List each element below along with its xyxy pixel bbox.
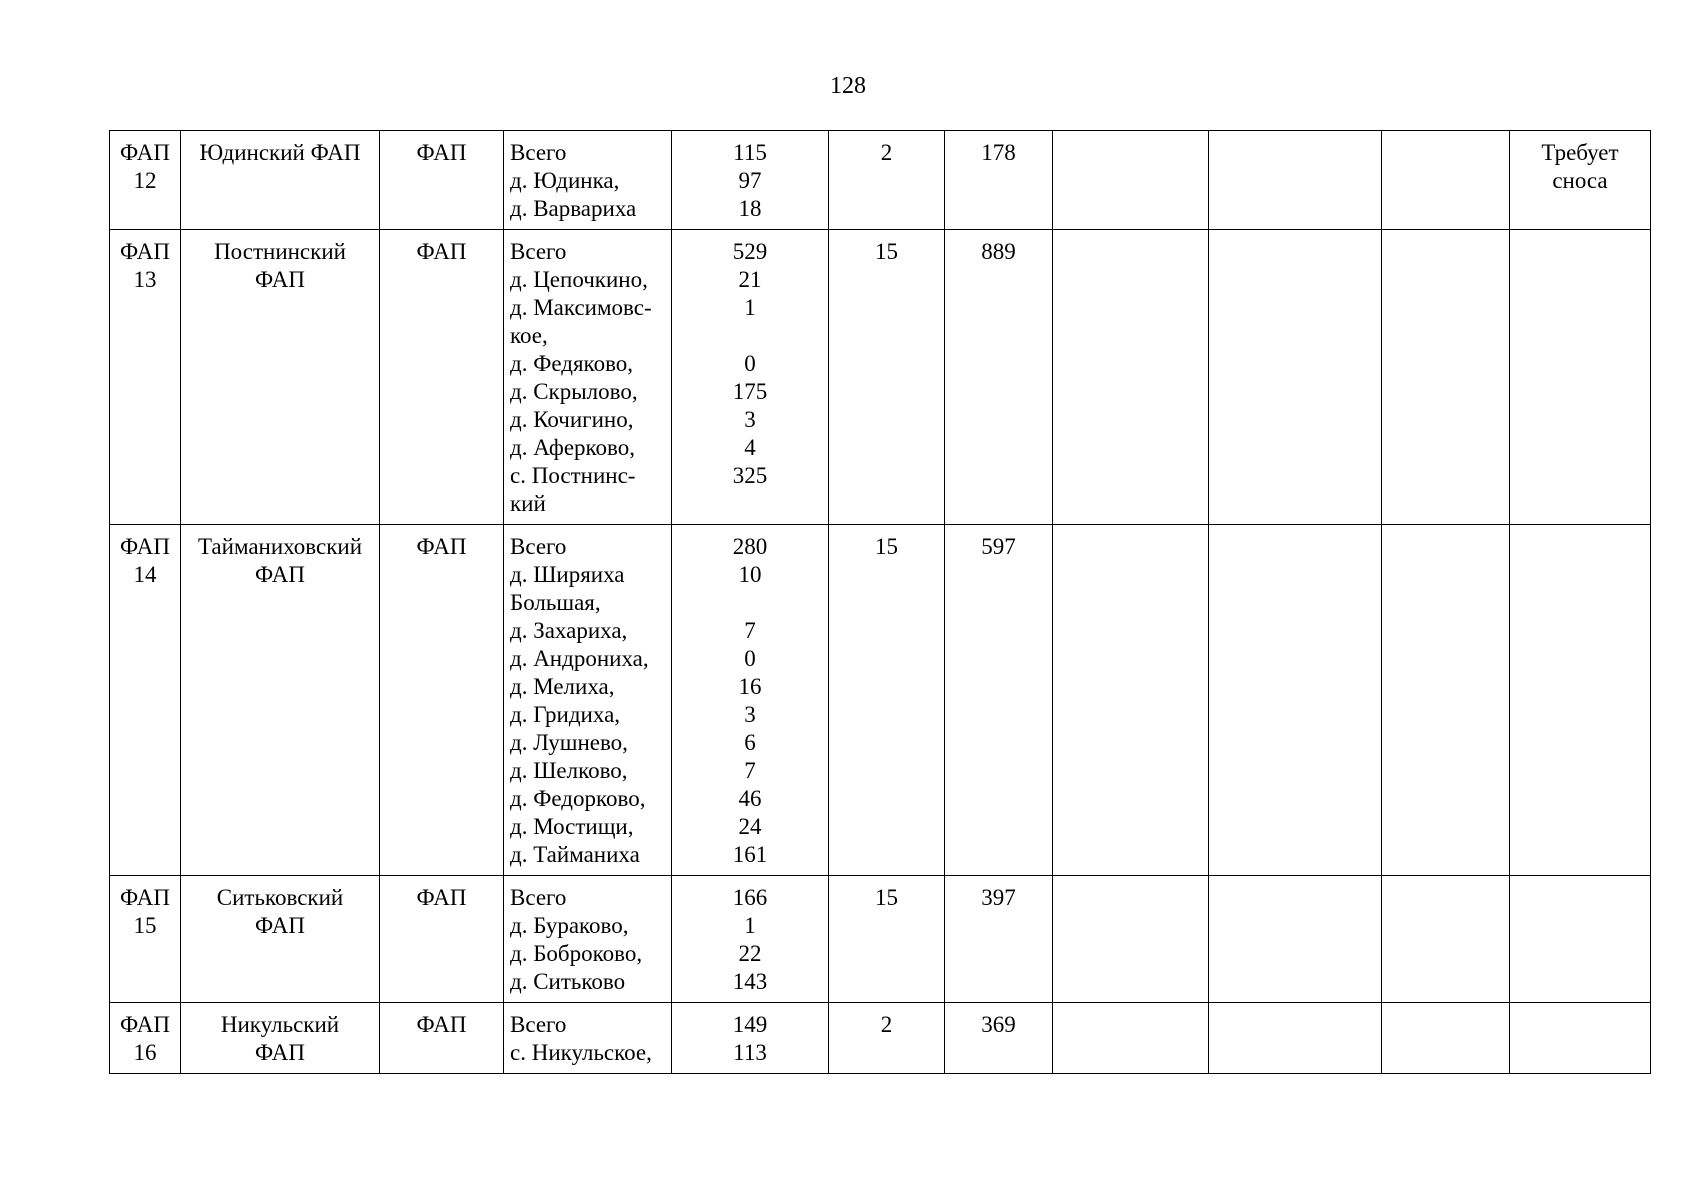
facility-code-cell (110, 131, 181, 230)
facility-name-cell (181, 1003, 380, 1074)
value-cell-7: 397 (945, 876, 1053, 1003)
facility-code-cell (110, 876, 181, 1003)
population-cell-line: 161 (732, 842, 768, 867)
population-cell-line: 21 (738, 267, 762, 292)
note-cell (1510, 1003, 1651, 1074)
note-cell-line: Требует (1541, 140, 1619, 165)
places-cell-line: с. Постнинс- (510, 463, 636, 488)
places-cell-line: д. Лушнево, (510, 730, 628, 755)
facility-code-cell-line: 14 (133, 562, 157, 587)
places-cell-line: кий (510, 491, 546, 516)
facility-name-cell (181, 876, 380, 1003)
population-cell-line (677, 490, 823, 518)
population-cell-line: 18 (738, 196, 762, 221)
places-cell-line: д. Тайманиха (510, 842, 640, 867)
table-row (110, 1003, 1651, 1074)
population-cell (672, 525, 829, 876)
places-cell-line: д. Бураково, (510, 913, 629, 938)
facilities-table (109, 130, 1651, 1074)
places-cell-line: Всего (510, 534, 567, 559)
empty-cell-10 (1382, 525, 1510, 876)
population-cell-line: 7 (744, 758, 756, 783)
empty-cell-9 (1209, 525, 1382, 876)
note-cell (1510, 525, 1651, 876)
note-cell (1510, 131, 1651, 230)
value-cell-7: 369 (945, 1003, 1053, 1074)
places-cell (504, 131, 672, 230)
page-number: 128 (830, 73, 866, 99)
facility-code-cell (110, 230, 181, 525)
population-cell-line: 24 (738, 814, 762, 839)
population-cell-line: 4 (744, 435, 756, 460)
population-cell-line: 166 (732, 885, 768, 910)
places-cell-line: д. Мелиха, (510, 674, 615, 699)
places-cell-line: с. Никульское, (510, 1040, 652, 1065)
places-cell-line: д. Андрониха, (510, 646, 649, 671)
empty-cell-8 (1053, 876, 1209, 1003)
table-row (110, 876, 1651, 1003)
population-cell-line: 175 (732, 379, 768, 404)
facility-name-cell (181, 525, 380, 876)
places-cell-line: д. Скрылово, (510, 379, 638, 404)
empty-cell-8 (1053, 230, 1209, 525)
population-cell-line: 10 (738, 562, 762, 587)
facility-type-cell: ФАП (380, 1003, 504, 1074)
population-cell-line: 46 (738, 786, 762, 811)
table-row (110, 525, 1651, 876)
note-cell-line: сноса (1552, 168, 1608, 193)
population-cell-line: 1 (744, 295, 756, 320)
empty-cell-10 (1382, 1003, 1510, 1074)
empty-cell-8 (1053, 131, 1209, 230)
places-cell-line: д. Ситьково (510, 969, 626, 994)
value-cell-6: 2 (829, 131, 945, 230)
facility-name-cell-line: Юдинский ФАП (199, 140, 361, 165)
facility-code-cell-line: ФАП (120, 1012, 170, 1037)
empty-cell-9 (1209, 131, 1382, 230)
facility-code-cell-line: 13 (133, 267, 157, 292)
population-cell-line: 3 (744, 702, 756, 727)
places-cell-line: д. Юдинка, (510, 168, 620, 193)
population-cell-line: 325 (732, 463, 768, 488)
empty-cell-9 (1209, 876, 1382, 1003)
places-cell-line: Всего (510, 885, 567, 910)
population-cell-line: 143 (732, 969, 768, 994)
value-cell-7: 889 (945, 230, 1053, 525)
population-cell (672, 1003, 829, 1074)
facility-type-cell: ФАП (380, 230, 504, 525)
places-cell-line: д. Боброково, (510, 941, 643, 966)
population-cell-line: 3 (744, 407, 756, 432)
places-cell-line: д. Захариха, (510, 618, 628, 643)
population-cell-line: 7 (744, 618, 756, 643)
places-cell-line: д. Аферково, (510, 435, 636, 460)
places-cell-line: Большая, (510, 590, 601, 615)
value-cell-6: 15 (829, 525, 945, 876)
population-cell (672, 230, 829, 525)
places-cell-line: д. Ширяиха (510, 562, 625, 587)
population-cell-line: 0 (744, 351, 756, 376)
places-cell-line: Всего (510, 239, 567, 264)
population-cell-line: 0 (744, 646, 756, 671)
places-cell-line: д. Мостищи, (510, 814, 634, 839)
facility-type-cell: ФАП (380, 131, 504, 230)
facility-name-cell-line: ФАП (255, 913, 305, 938)
empty-cell-8 (1053, 525, 1209, 876)
value-cell-7: 597 (945, 525, 1053, 876)
population-cell-line: 22 (738, 941, 762, 966)
facility-code-cell (110, 1003, 181, 1074)
places-cell-line: д. Шелково, (510, 758, 628, 783)
places-cell-line: д. Цепочкино, (510, 267, 648, 292)
facility-code-cell-line: 15 (133, 913, 157, 938)
places-cell-line: д. Варвариха (510, 196, 637, 221)
places-cell-line: д. Федорково, (510, 786, 646, 811)
population-cell-line: 1 (744, 913, 756, 938)
places-cell-line: Всего (510, 1012, 567, 1037)
value-cell-6: 2 (829, 1003, 945, 1074)
empty-cell-10 (1382, 876, 1510, 1003)
facility-name-cell (181, 131, 380, 230)
places-cell-line: д. Максимовс- (510, 295, 652, 320)
places-cell-line: д. Кочигино, (510, 407, 634, 432)
facility-code-cell-line: ФАП (120, 239, 170, 264)
facility-type-cell: ФАП (380, 525, 504, 876)
value-cell-6: 15 (829, 230, 945, 525)
empty-cell-9 (1209, 230, 1382, 525)
facility-code-cell-line: 16 (133, 1040, 157, 1065)
facility-code-cell-line: 12 (133, 168, 157, 193)
population-cell-line: 16 (738, 674, 762, 699)
places-cell-line: д. Федяково, (510, 351, 634, 376)
empty-cell-9 (1209, 1003, 1382, 1074)
population-cell-line: 280 (732, 534, 768, 559)
facility-code-cell (110, 525, 181, 876)
empty-cell-8 (1053, 1003, 1209, 1074)
note-cell (1510, 230, 1651, 525)
population-cell (672, 131, 829, 230)
population-cell-line (677, 322, 823, 350)
facility-code-cell-line: ФАП (120, 140, 170, 165)
facility-name-cell-line: Тайманиховский (197, 534, 363, 559)
value-cell-6: 15 (829, 876, 945, 1003)
table-row (110, 131, 1651, 230)
facility-type-cell: ФАП (380, 876, 504, 1003)
places-cell (504, 1003, 672, 1074)
population-cell-line: 115 (733, 140, 767, 165)
facility-name-cell-line: ФАП (255, 562, 305, 587)
table-body (110, 131, 1651, 1074)
facility-name-cell-line: ФАП (255, 267, 305, 292)
population-cell (672, 876, 829, 1003)
places-cell-line: кое, (510, 323, 548, 348)
population-cell-line: 113 (733, 1040, 767, 1065)
places-cell-line: Всего (510, 140, 567, 165)
note-cell (1510, 876, 1651, 1003)
places-cell (504, 525, 672, 876)
population-cell-line: 149 (732, 1012, 768, 1037)
population-cell-line: 529 (732, 239, 768, 264)
places-cell (504, 876, 672, 1003)
empty-cell-10 (1382, 230, 1510, 525)
value-cell-7: 178 (945, 131, 1053, 230)
population-cell-line: 97 (738, 168, 762, 193)
facility-name-cell-line: Никульский (220, 1012, 340, 1037)
population-cell-line: 6 (744, 730, 756, 755)
empty-cell-10 (1382, 131, 1510, 230)
facility-code-cell-line: ФАП (120, 534, 170, 559)
facility-name-cell-line: Постнинский (214, 239, 346, 264)
facility-name-cell-line: Ситьковский (216, 885, 344, 910)
facility-name-cell-line: ФАП (255, 1040, 305, 1065)
population-cell-line (677, 589, 823, 617)
places-cell-line: д. Гридиха, (510, 702, 621, 727)
facility-name-cell (181, 230, 380, 525)
facility-code-cell-line: ФАП (120, 885, 170, 910)
table-row (110, 230, 1651, 525)
places-cell (504, 230, 672, 525)
